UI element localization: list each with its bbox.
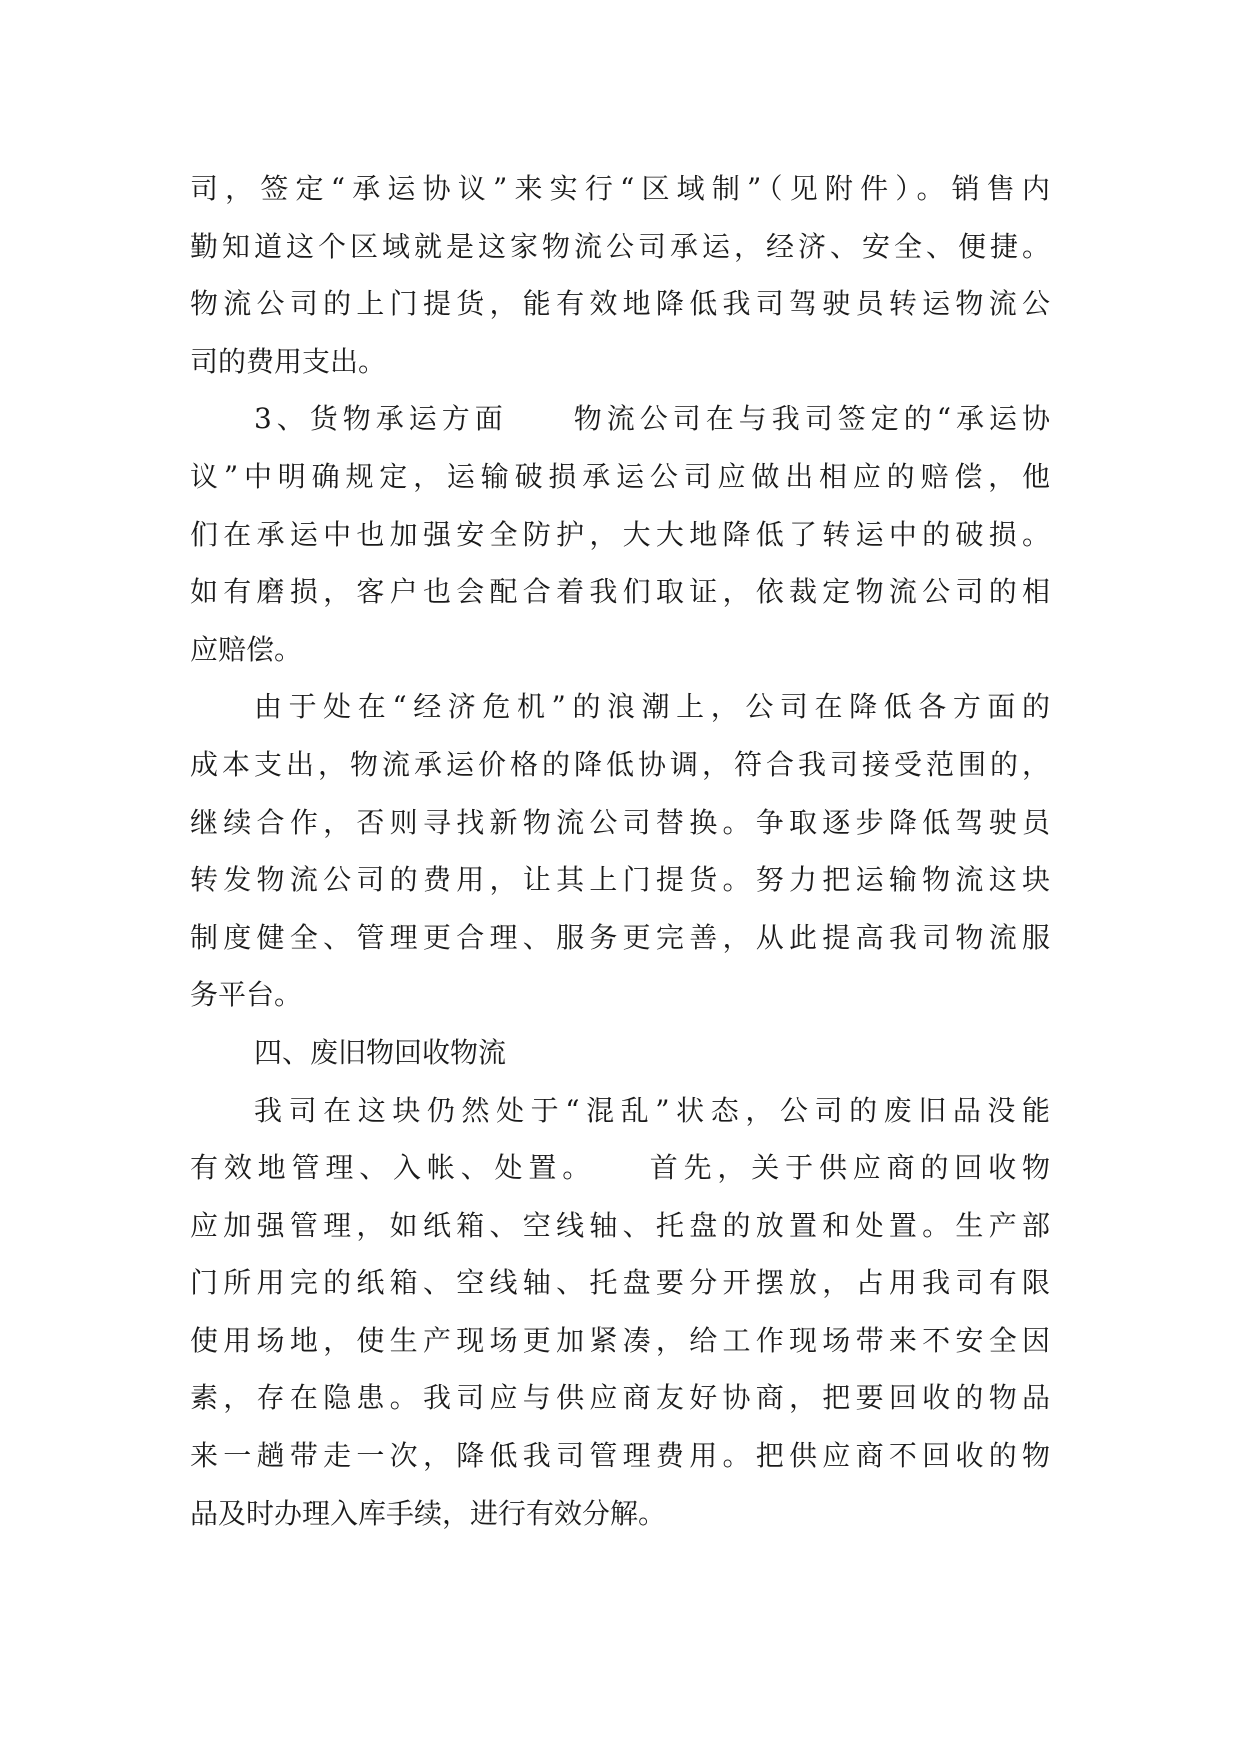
text-line: 如有磨损，客户也会配合着我们取证，依裁定物流公司的相 (190, 575, 1050, 609)
text-line: 务平台。 (190, 978, 303, 1012)
text-line: 使用场地，使生产现场更加紧凑，给工作现场带来不安全因 (190, 1323, 1050, 1357)
text-line: 转发物流公司的费用，让其上门提货。努力把运输物流这块 (190, 863, 1050, 897)
text-line: 继续合作，否则寻找新物流公司替换。争取逐步降低驾驶员 (190, 805, 1050, 839)
paragraph (190, 160, 1050, 390)
text-line: 门所用完的纸箱、空线轴、托盘要分开摆放，占用我司有限 (190, 1266, 1050, 1300)
text-line: 勤知道这个区域就是这家物流公司承运，经济、安全、便捷。 (190, 229, 1050, 263)
paragraph (190, 390, 1050, 678)
text-line: 品及时办理入库手续，进行有效分解。 (190, 1496, 667, 1530)
paragraph (190, 678, 1050, 1024)
text-line: 应加强管理，如纸箱、空线轴、托盘的放置和处置。生产部 (190, 1208, 1050, 1242)
text-line: 素，存在隐患。我司应与供应商友好协商，把要回收的物品 (190, 1381, 1050, 1415)
text-line: 议”中明确规定，运输破损承运公司应做出相应的赔偿，他 (190, 459, 1050, 493)
text-line: 们在承运中也加强安全防护，大大地降低了转运中的破损。 (190, 517, 1050, 551)
text-line: 司，签定“承运协议”来实行“区域制”（见附件）。销售内 (190, 172, 1050, 205)
text-line: 司的费用支出。 (190, 344, 387, 378)
text-line: 由于处在“经济危机”的浪潮上，公司在降低各方面的 (254, 690, 1050, 724)
text-line: 物流公司的上门提货，能有效地降低我司驾驶员转运物流公 (190, 287, 1050, 321)
heading-text: 四、废旧物回收物流 (254, 1035, 507, 1069)
paragraph (190, 1082, 1050, 1543)
text-line: 有效地管理、入帐、处置。 首先，关于供应商的回收物 (190, 1151, 1050, 1185)
text-line: 成本支出，物流承运价格的降低协调，符合我司接受范围的， (190, 747, 1050, 781)
text-line: 应赔偿。 (190, 632, 303, 666)
text-line: 3、货物承运方面 物流公司在与我司签定的“承运协 (254, 402, 1050, 436)
section-heading (190, 1024, 1050, 1082)
document-body (190, 160, 1050, 1542)
text-line: 我司在这块仍然处于“混乱”状态，公司的废旧品没能 (254, 1093, 1050, 1127)
text-line: 制度健全、管理更合理、服务更完善，从此提高我司物流服 (190, 920, 1050, 954)
text-line: 来一趟带走一次，降低我司管理费用。把供应商不回收的物 (190, 1439, 1050, 1473)
